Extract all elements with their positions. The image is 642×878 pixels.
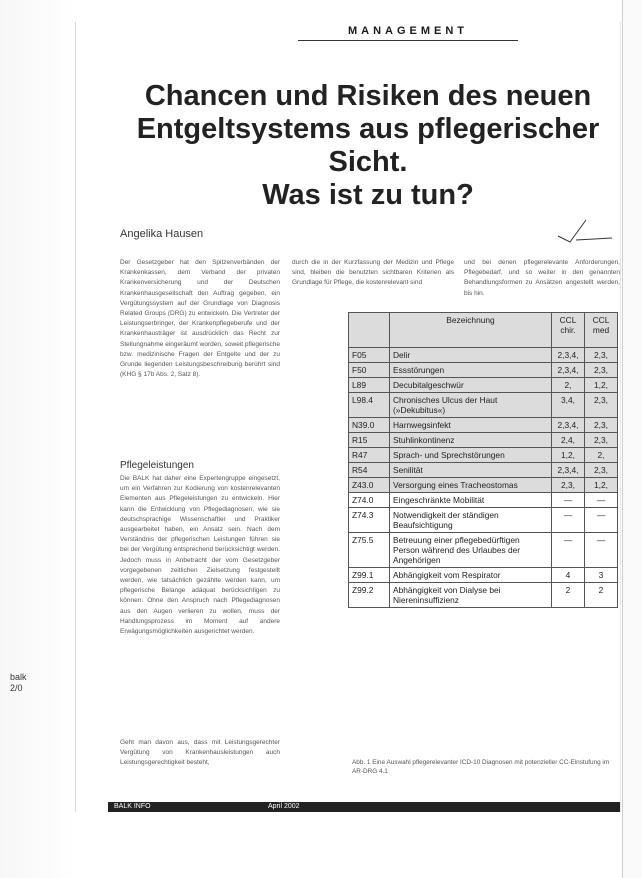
body-column-1c: Geht man davon aus, dass mit Leistungsgerechter Vergütung von Krankenhausleistungen auch Leistungsgerechtigkeit besteht, [120,739,280,767]
cell-code: N39.0 [349,418,390,433]
cell-ccl-med: — [585,508,618,533]
body-column-1: Der Gesetzgeber hat den Spitzenverbänden der Krankenkassen, dem Verband der privaten Krankenversicherung und der Deutschen Krankenhausgesellschaft den Auftrag gegeben, ein Vergütungssystem auf der Grundlage von Diagnosis Related Groups (DRG) zu entwickeln. Die Vertreter der Leistungserbringer, der Krankenpflegeberufe und der Krankenhausträger ist ausdrücklich das Recht zur Stellungnahme eingeräumt worden, soweit pflegerische bzw. medizinische Fragen der Entgelte und der zu Grunde liegenden Leistungsbeschreibung berührt sind (KHG § 17b Abs. 2, Satz 8). [120,259,280,379]
body-column-1b: Die BALK hat daher eine Expertengruppe eingesetzt, um ein Verfahren zur Kodierung von kostenrelevanten Elementen aus Pflegeleistungen zu entwickeln. Hier kann die Entwicklung von Pflegediagnosen, wie sie deutschsprachige Wissenschaftler und Praktiker ausgearbeitet haben, ein Ansatz sein. Nach dem Verständnis der pflegerischen Leistungen führen sie bei der Vergütung entsprechend berücksichtigt werden. Jedoch muss in Anbetracht der vom Gesetzgeber vorgegebenen zeitlichen Zielsetzung festgestellt werden, wie tatsächlich gezählte werden kann, um pflegerische Belange adäquat berücksichtigen zu können. Ohne den Anspruch nach Pflegediagnosen aus den Augen verlieren zu wollen, muss der Handlungsprozess im Moment auf andere Erwägungsmöglichkeiten ausgerichtet werden. [120,475,280,636]
table-row [349,378,618,393]
title-line-3: Sicht. [328,146,408,178]
cell-ccl-med: 2,3, [585,393,618,418]
table-row [349,448,618,463]
table-caption: Abb. 1 Eine Auswahl pflegerelevanter ICD-10 Diagnosen mit potenzieller CC-Einstufung im AR-DRG 4.1 [352,759,610,775]
diagnosis-table [348,312,618,608]
margin-handwriting: balk 2/0 [10,672,27,693]
title-line-2: Entgeltsystems aus pflegerischer [136,113,600,145]
author-name: Angelika Hausen [120,228,204,240]
article-title [116,80,620,212]
cell-code: Z99.2 [349,583,390,608]
cell-label: Versorgung eines Tracheostomas [390,478,552,493]
body-column-3: und bei denen pflegerelevante Anforderungen, Pflegebedarf, und so weiter in den genannten Behandlungsformen zu Ansätzen angestellt werden, bis hin. [464,259,620,297]
cell-label: Betreuung einer pflegebedürftigen Person während des Urlaubes der Angehörigen [390,533,552,568]
cell-ccl-chir: — [552,508,585,533]
cell-ccl-med: 1,2, [585,478,618,493]
cell-label: Eingeschränkte Mobilität [390,493,552,508]
cell-label: Abhängigkeit vom Respirator [390,568,552,583]
table-row [349,393,618,418]
table-row [349,463,618,478]
table-row [349,493,618,508]
table-row [349,363,618,378]
cell-ccl-med: 2,3, [585,348,618,363]
cell-label: Stuhlinkontinenz [390,433,552,448]
footer-date: April 2002 [268,803,300,810]
cell-ccl-chir: — [552,493,585,508]
cell-ccl-med: — [585,533,618,568]
table-row [349,568,618,583]
cell-ccl-chir: 2,3,4, [552,418,585,433]
subheading: Pflegeleistungen [120,460,194,471]
cell-code: L89 [349,378,390,393]
cell-label: Decubitalgeschwür [390,378,552,393]
table-row [349,533,618,568]
title-line-4: Was ist zu tun? [262,179,474,211]
header-empty [349,313,390,348]
cell-ccl-med: 1,2, [585,378,618,393]
title-line-1: Chancen und Risiken des neuen [144,80,592,112]
cell-code: R47 [349,448,390,463]
table-row [349,433,618,448]
cell-code: R54 [349,463,390,478]
cell-code: Z74.3 [349,508,390,533]
cell-code: Z99.1 [349,568,390,583]
cell-ccl-med: 2 [585,583,618,608]
table-header-row [349,313,618,348]
cell-ccl-chir: 1,2, [552,448,585,463]
table-row [349,418,618,433]
cell-ccl-chir: 2,3,4, [552,463,585,478]
diagnosis-table-wrapper [348,312,618,608]
document-page [76,22,620,812]
cell-ccl-med: 3 [585,568,618,583]
cell-ccl-chir: 2,3,4, [552,348,585,363]
footer-publication: BALK INFO [114,803,151,810]
header-ccl-chir: CCL chir. [552,313,585,348]
cell-label: Abhängigkeit von Dialyse bei Niereninsuffizienz [390,583,552,608]
table-row [349,348,618,363]
cell-ccl-med: 2,3, [585,463,618,478]
cell-label: Essstörungen [390,363,552,378]
cell-code: L98.4 [349,393,390,418]
table-row [349,583,618,608]
header-ccl-med: CCL med [585,313,618,348]
cell-ccl-med: 2, [585,448,618,463]
cell-ccl-chir: 2,3,4, [552,363,585,378]
cell-ccl-chir: 2,3, [552,478,585,493]
cell-label: Notwendigkeit der ständigen Beaufsichtigung [390,508,552,533]
cell-code: Z43.0 [349,478,390,493]
cell-ccl-chir: 2, [552,378,585,393]
cell-ccl-med: 2,3, [585,433,618,448]
cell-ccl-med: — [585,493,618,508]
cell-label: Senilität [390,463,552,478]
cell-ccl-chir: 2,4, [552,433,585,448]
cell-ccl-chir: 2 [552,583,585,608]
cell-label: Harnwegsinfekt [390,418,552,433]
cell-code: Z74.0 [349,493,390,508]
cell-label: Chronisches Ulcus der Haut (»Dekubitus«) [390,393,552,418]
cell-code: Z75.5 [349,533,390,568]
cell-ccl-med: 2,3, [585,418,618,433]
cell-label: Delir [390,348,552,363]
cell-label: Sprach- und Sprechstörungen [390,448,552,463]
cell-ccl-chir: — [552,533,585,568]
body-column-2: durch die in der Kurzfassung der Medizin und Pflege sind, bleiben die benutzten sichtbaren Kriterien als Grundlage für Pflege, die kostenrelevant sind [292,259,454,287]
table-row [349,478,618,493]
cell-code: F05 [349,348,390,363]
table-row [349,508,618,533]
scan-left-margin [0,0,76,878]
table-body [349,348,618,608]
cell-ccl-med: 2,3, [585,363,618,378]
scan-right-edge [622,0,642,878]
cell-code: F50 [349,363,390,378]
handwritten-check-icon [556,216,616,246]
cell-code: R15 [349,433,390,448]
page-footer [108,802,620,812]
header-bezeichnung: Bezeichnung [390,313,552,348]
cell-ccl-chir: 3,4, [552,393,585,418]
section-kicker: MANAGEMENT [298,22,518,41]
cell-ccl-chir: 4 [552,568,585,583]
